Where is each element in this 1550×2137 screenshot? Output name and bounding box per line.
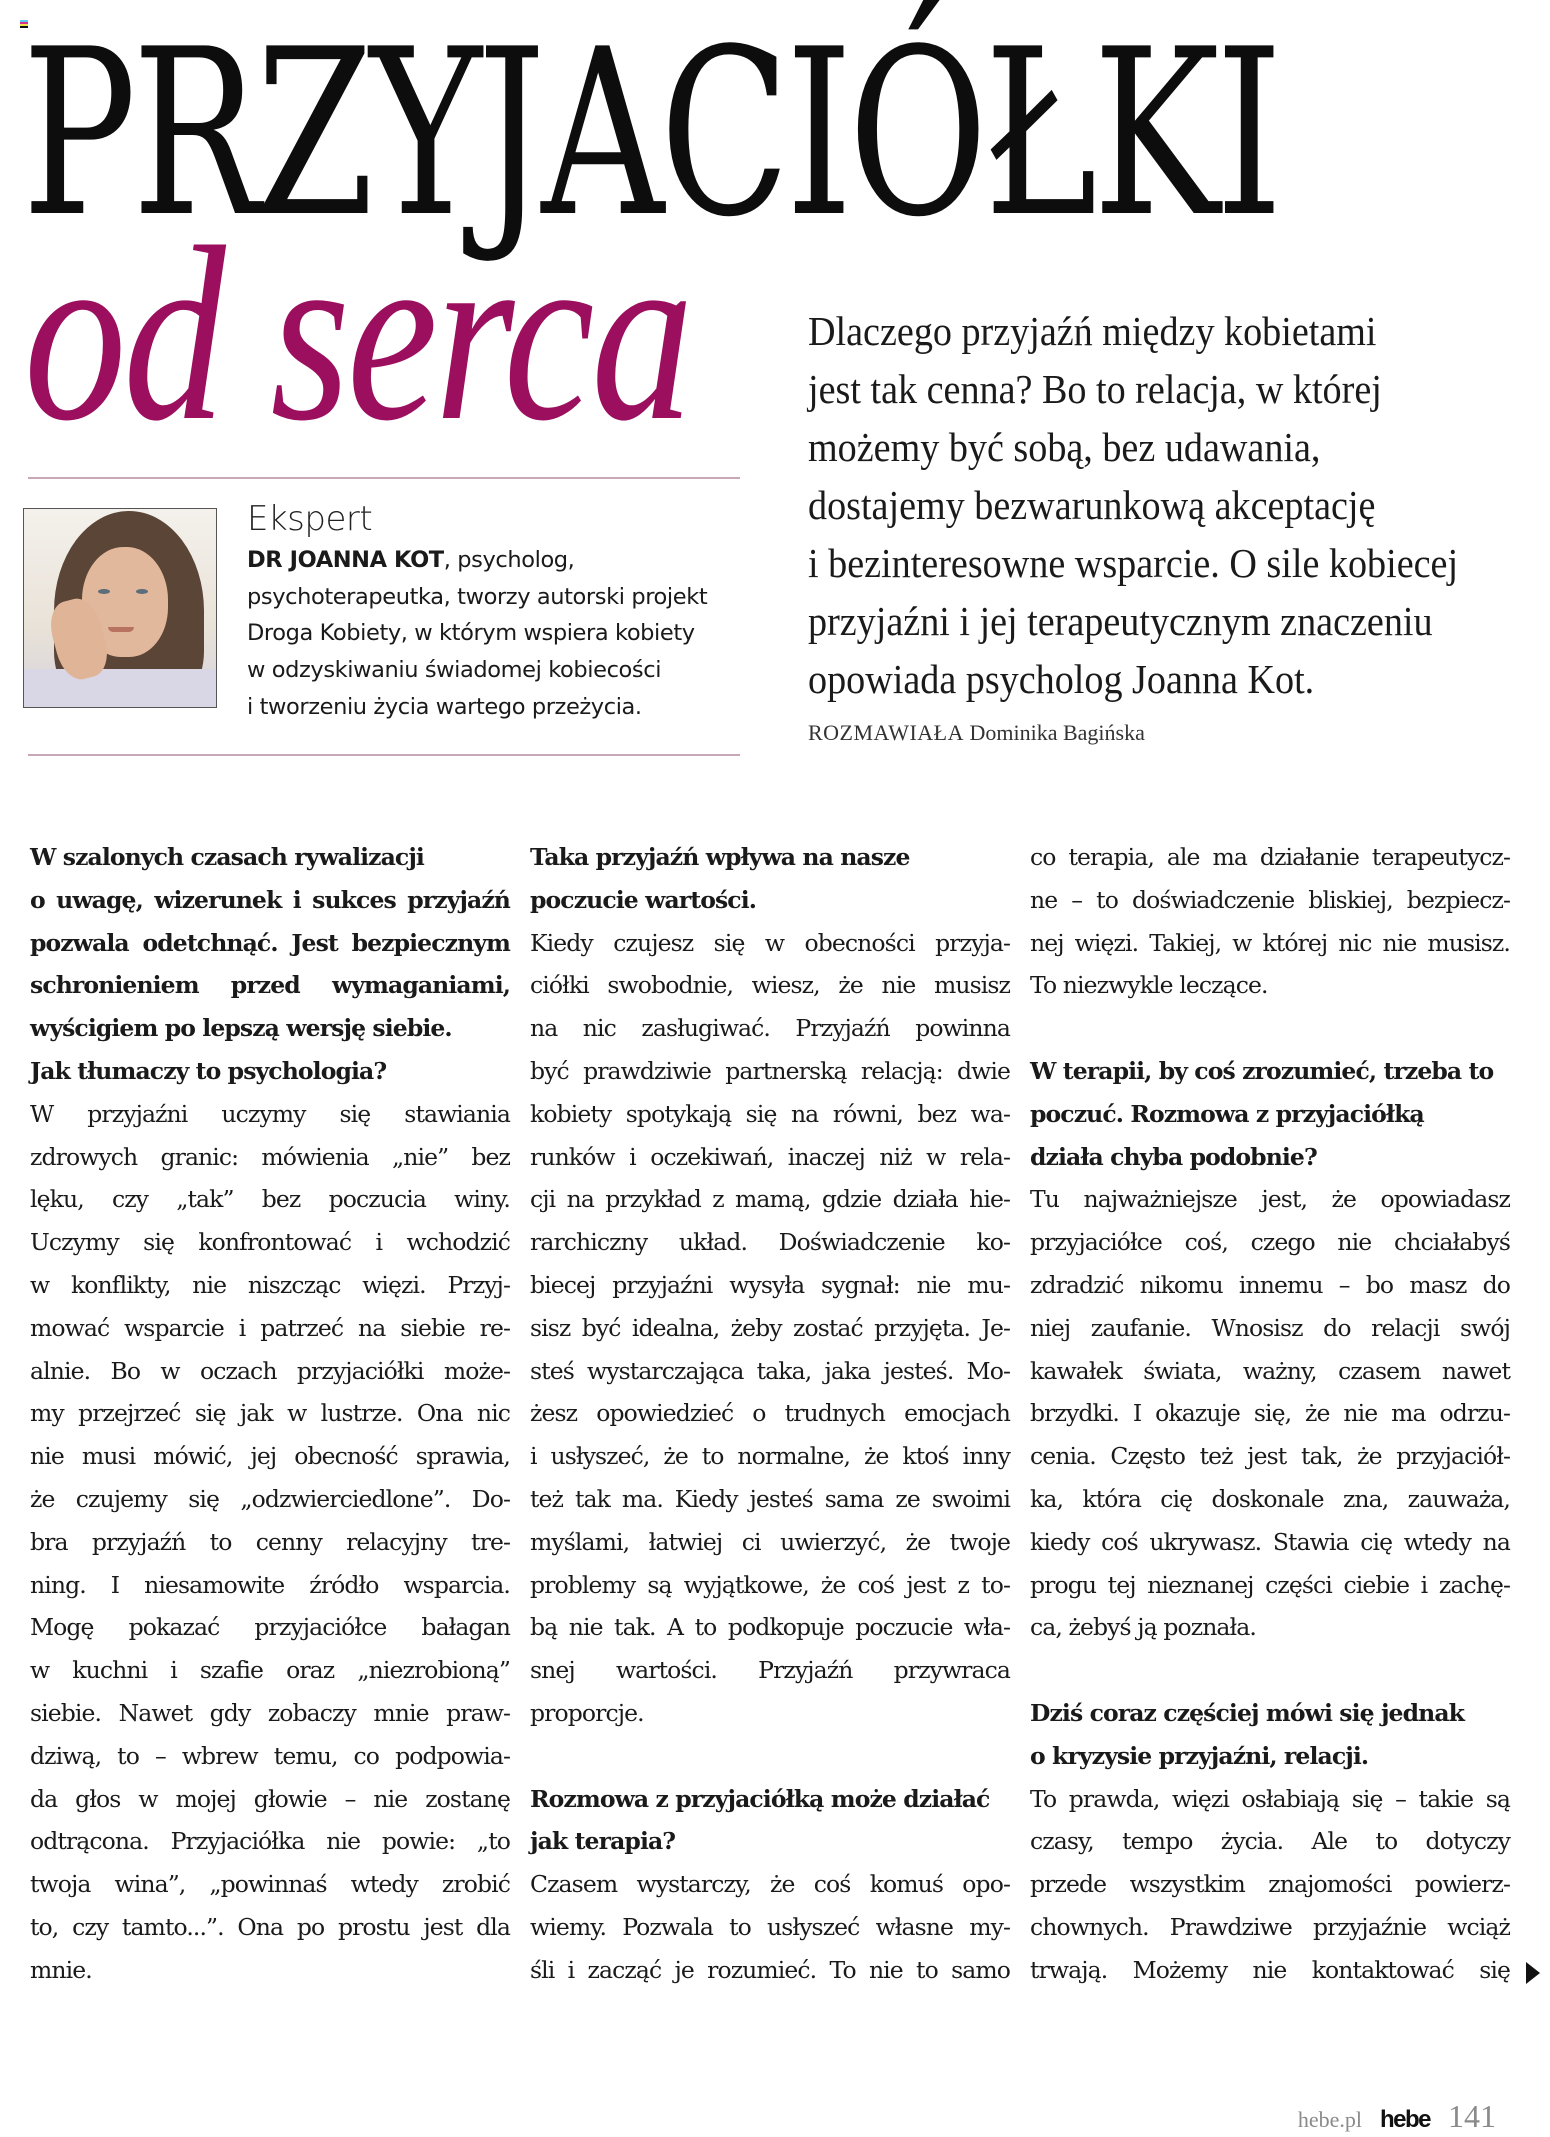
answer-line: ne – to doświadczenie bliskiej, bezpiecz- [1030, 885, 1510, 914]
answer-line: problemy są wyjątkowe, że coś jest z to- [530, 1570, 1010, 1599]
body-column-3 [1030, 836, 1510, 1992]
footer-brand-logo: hebe [1379, 2106, 1430, 2133]
answer-line: odtrącona. Przyjaciółka nie powie: „to [30, 1827, 510, 1856]
answer-line: dziwą, to – wbrew temu, co podpowia- [30, 1741, 510, 1770]
answer-line: chownych. Prawdziwe przyjaźnie wciąż [1030, 1912, 1510, 1941]
lead-line: jest tak cenna? Bo to relacja, w której [808, 366, 1382, 412]
answer-line: kiedy coś ukrywasz. Stawia cię wtedy na [1030, 1527, 1510, 1556]
answer-line: Czasem wystarczy, że coś komuś opo- [530, 1870, 1010, 1899]
question-line: poczucie wartości. [530, 885, 757, 914]
body-column-2 [530, 836, 1010, 1992]
answer-line: śli i zacząć je rozumieć. To nie to samo [530, 1955, 1010, 1984]
answer-line: przede wszystkim znajomości powierz- [1030, 1870, 1510, 1899]
page-footer [1298, 2098, 1496, 2135]
answer-line: runków i oczekiwań, inaczej niż w rela- [530, 1142, 1010, 1171]
question-line: W terapii, by coś zrozumieć, trzeba to [1030, 1056, 1494, 1085]
lead-line: możemy być sobą, bez udawania, [808, 424, 1321, 470]
answer-line: nej więzi. Takiej, w której nic nie musisz. [1030, 928, 1510, 957]
lead-line: przyjaźni i jej terapeutycznym znaczeniu [808, 598, 1433, 644]
answer-line: biecej przyjaźni wysyła sygnał: nie mu- [530, 1270, 1010, 1299]
expert-divider-bottom [28, 754, 740, 756]
lead-line: i bezinteresowne wsparcie. O sile kobiecej [808, 540, 1459, 586]
answer-line: zdrowych granic: mówienia „nie” bez [30, 1142, 510, 1171]
answer-line: Kiedy czujesz się w obecności przyja- [530, 928, 1010, 957]
answer-line: wiemy. Pozwala to usłyszeć własne my- [530, 1912, 1010, 1941]
answer-line: To niezwykle leczące. [1030, 971, 1268, 1000]
article-title: PRZYJACIÓŁKI [22, 1, 1279, 268]
answer-line: bra przyjaźń to cenny relacyjny tre- [30, 1527, 510, 1556]
answer-line: na nic zasługiwać. Przyjaźń powinna [530, 1014, 1010, 1043]
question-line: pozwala odetchnąć. Jest bezpiecznym [30, 928, 510, 957]
answer-line: steś wystarczająca taka, jaka jesteś. Mo- [530, 1356, 1010, 1385]
answer-line: ka, która cię doskonale zna, zauważa, [1030, 1484, 1510, 1513]
page-number: 141 [1448, 2098, 1496, 2134]
answer-line: To prawda, więzi osłabiają się – takie są [1030, 1784, 1510, 1813]
question-line: schronieniem przed wymaganiami, [30, 971, 510, 1000]
answer-line: cji na przykład z mamą, gdzie działa hie- [530, 1185, 1010, 1214]
answer-line: mować wsparcie i patrzeć na siebie re- [30, 1313, 510, 1342]
answer-line: mnie. [30, 1955, 92, 1984]
answer-line: my przejrzeć się jak w lustrze. Ona nic [30, 1399, 510, 1428]
question-line: wyścigiem po lepszą wersję siebie. [30, 1014, 452, 1043]
answer-line: lęku, czy „tak” bez poczucia winy. [30, 1185, 510, 1214]
answer-line: Uczymy się konfrontować i wchodzić [30, 1228, 510, 1257]
footer-site: hebe.pl [1297, 2107, 1362, 2132]
answer-line: w kuchni i szafie oraz „niezrobioną” [30, 1656, 510, 1685]
expert-divider-top [28, 477, 740, 479]
answer-line: ning. I niesamowite źródło wsparcia. [30, 1570, 510, 1599]
answer-line: brzydki. I okazuje się, że nie ma odrzu- [1030, 1399, 1510, 1428]
answer-line: siebie. Nawet gdy zobaczy mnie praw- [30, 1698, 510, 1727]
answer-line: da głos w mojej głowie – nie zostanę [30, 1784, 510, 1813]
expert-bio-line: psychoterapeutka, tworzy autorski projekt [247, 583, 708, 610]
answer-line: też tak ma. Kiedy jesteś sama ze swoimi [530, 1484, 1010, 1513]
triangle-right-icon [1526, 1962, 1540, 1984]
question-line: Dziś coraz częściej mówi się jednak [1030, 1698, 1465, 1727]
question-line: Jak tłumaczy to psychologia? [30, 1056, 387, 1085]
byline-name: Dominika Bagińska [969, 720, 1145, 745]
article-subtitle: od serca [24, 196, 691, 473]
answer-line: ca, żebyś ją poznała. [1030, 1613, 1256, 1642]
answer-line: W przyjaźni uczymy się stawiania [30, 1099, 510, 1128]
answer-line: czasy, tempo życia. Ale to dotyczy [1030, 1827, 1510, 1856]
answer-line: Tu najważniejsze jest, że opowiadasz [1030, 1185, 1510, 1214]
question-line: o kryzysie przyjaźni, relacji. [1030, 1741, 1369, 1770]
answer-line: alnie. Bo w oczach przyjaciółki może- [30, 1356, 510, 1385]
question-line: Rozmowa z przyjaciółką może działać [530, 1784, 990, 1813]
answer-line: przyjaciółce coś, czego nie chciałabyś [1030, 1228, 1510, 1257]
answer-line: zdradzić nikomu innemu – bo masz do [1030, 1270, 1510, 1299]
paragraph-gap [1030, 1007, 1510, 1050]
question-line: Taka przyjaźń wpływa na nasze [530, 843, 910, 871]
lead-line: Dlaczego przyjaźń między kobietami [808, 308, 1377, 354]
answer-line: nie musi mówić, jej obecność sprawia, [30, 1442, 510, 1471]
answer-line: rarchiczny układ. Doświadczenie ko- [530, 1228, 1010, 1257]
answer-line: co terapia, ale ma działanie terapeutycz- [1030, 843, 1510, 871]
answer-line: że czujemy się „odzwierciedlone”. Do- [30, 1484, 510, 1513]
answer-line: Mogę pokazać przyjaciółce bałagan [30, 1613, 510, 1642]
question-line: o uwagę, wizerunek i sukces przyjaźń [30, 885, 510, 914]
answer-line: trwają. Możemy nie kontaktować się [1030, 1955, 1510, 1984]
expert-photo [23, 508, 217, 708]
answer-line: kobiety spotykają się na równi, bez wa- [530, 1099, 1010, 1128]
answer-line: i usłyszeć, że to normalne, że ktoś inny [530, 1442, 1010, 1471]
question-line: W szalonych czasach rywalizacji [30, 843, 424, 871]
answer-line: cenia. Często też jest tak, że przyjaciół- [1030, 1442, 1510, 1471]
expert-bio-line: , psycholog, [443, 547, 575, 573]
answer-line: niej zaufanie. Wnosisz do relacji swój [1030, 1313, 1510, 1342]
answer-line: to, czy tamto...”. Ona po prostu jest dla [30, 1912, 510, 1941]
expert-label: Ekspert [247, 499, 373, 539]
expert-bio-line: Droga Kobiety, w którym wspiera kobiety [247, 620, 695, 647]
paragraph-gap [530, 1735, 1010, 1778]
paragraph-gap [1030, 1649, 1510, 1692]
answer-line: bą nie tak. A to podkopuje poczucie wła- [530, 1613, 1010, 1642]
question-line: jak terapia? [530, 1827, 676, 1856]
lead-line: opowiada psycholog Joanna Kot. [808, 656, 1315, 702]
body-column-1 [30, 836, 510, 1992]
answer-line: proporcje. [530, 1698, 644, 1727]
byline [808, 720, 1145, 746]
expert-name: DR JOANNA KOT [247, 547, 444, 573]
expert-bio-line: i tworzeniu życia wartego przeżycia. [247, 693, 642, 720]
lead-paragraph [808, 302, 1478, 708]
answer-line: progu tej nieznanej części ciebie i zachę- [1030, 1570, 1510, 1599]
question-line: działa chyba podobnie? [1030, 1142, 1317, 1171]
byline-label: ROZMAWIAŁA [808, 720, 964, 745]
answer-line: żesz opowiedzieć o trudnych emocjach [530, 1399, 1010, 1428]
answer-line: sisz być idealna, żeby zostać przyjęta. Je- [530, 1313, 1010, 1342]
expert-bio-line: w odzyskiwaniu świadomej kobiecości [247, 657, 662, 684]
answer-line: snej wartości. Przyjaźń przywraca [530, 1656, 1010, 1685]
answer-line: być prawdziwie partnerską relacją: dwie [530, 1056, 1010, 1085]
answer-line: w konflikty, nie niszcząc więzi. Przyj- [30, 1270, 510, 1299]
lead-line: dostajemy bezwarunkową akceptację [808, 482, 1376, 528]
answer-line: twoja wina”, „powinnaś wtedy zrobić [30, 1870, 510, 1899]
answer-line: kawałek świata, ważny, czasem nawet [1030, 1356, 1510, 1385]
answer-line: myślami, łatwiej ci uwierzyć, że twoje [530, 1527, 1010, 1556]
answer-line: ciółki swobodnie, wiesz, że nie musisz [530, 971, 1010, 1000]
expert-bio [247, 542, 757, 726]
question-line: poczuć. Rozmowa z przyjaciółką [1030, 1099, 1424, 1128]
